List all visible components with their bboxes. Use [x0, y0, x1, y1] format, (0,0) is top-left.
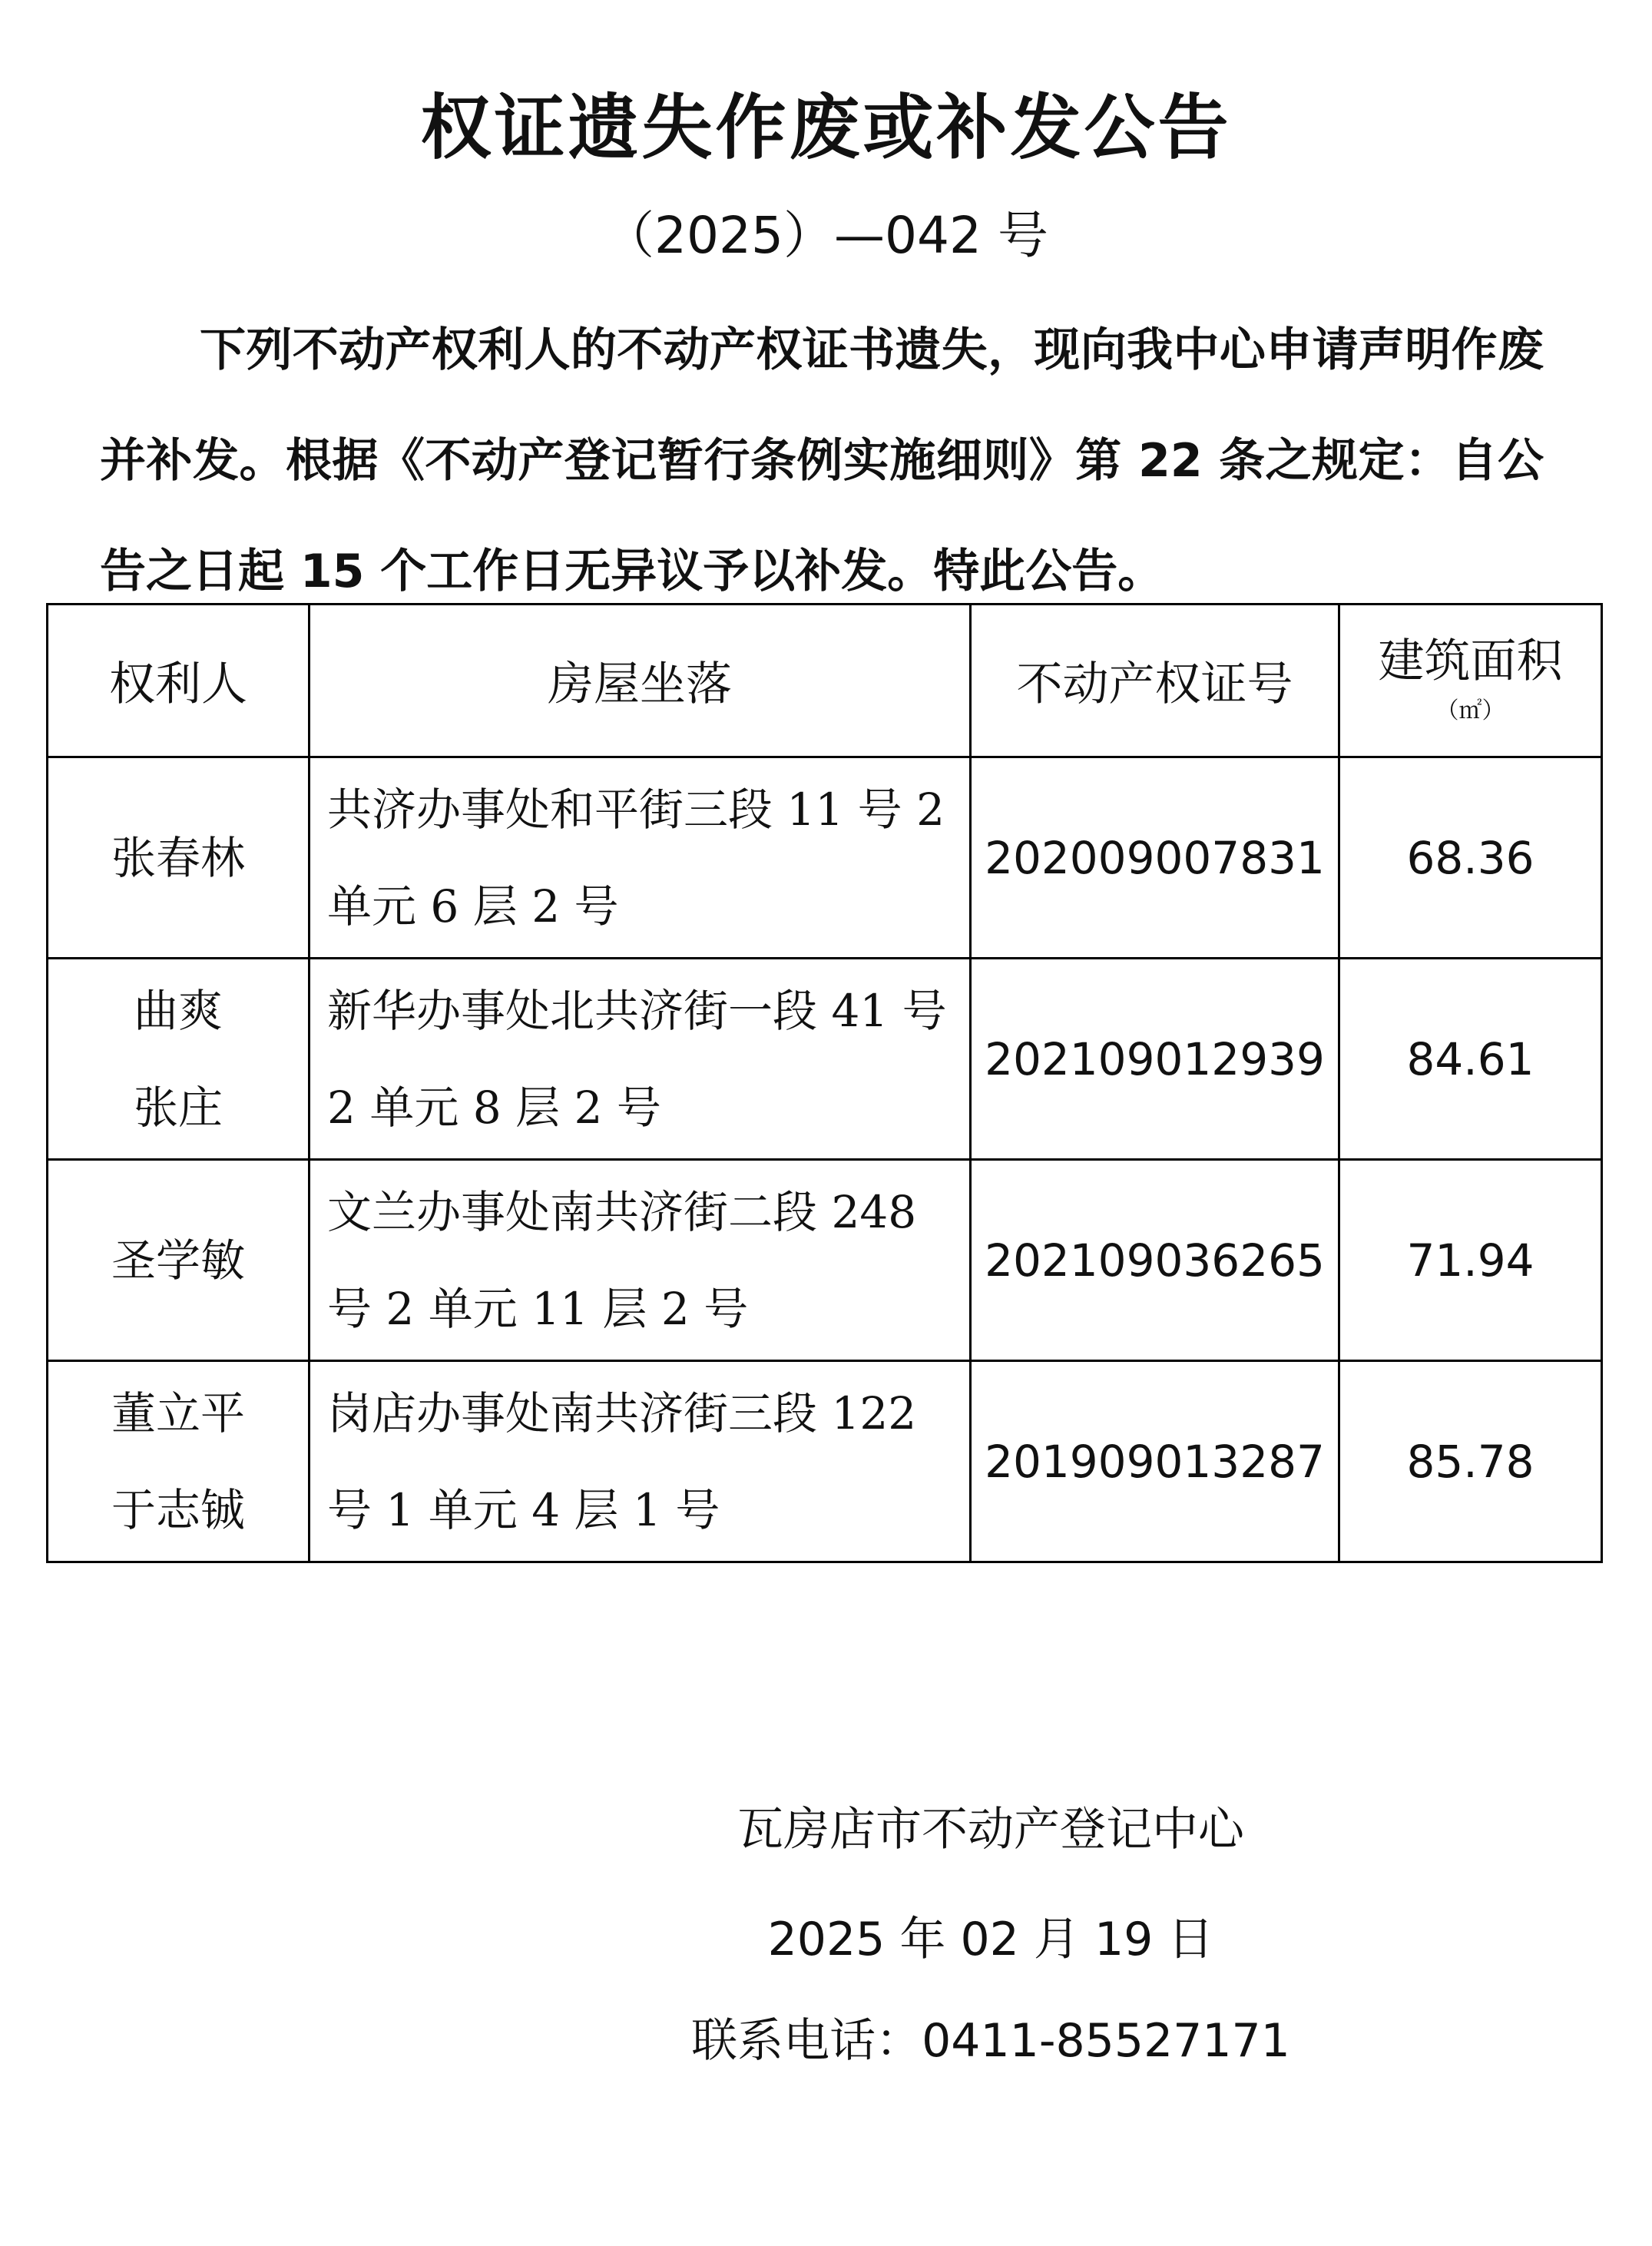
table-row	[48, 1160, 1602, 1361]
header-area-label: 建筑面积	[1378, 634, 1563, 688]
notice-intro: 下列不动产权利人的不动产权证书遗失，现向我中心申请声明作废并补发。根据《不动产登记暂行条例实施细则》第 22 条之规定：自公告之日起 15 个工作日无异议予以补发。特此公告。	[100, 323, 1544, 598]
cert-no-cell: 202109036265	[971, 1160, 1339, 1361]
header-location: 房屋坐落	[310, 605, 971, 757]
table-header-row	[48, 605, 1602, 757]
holder-cell	[48, 1361, 310, 1562]
header-area-unit: （㎡）	[1435, 697, 1505, 724]
table-row	[48, 959, 1602, 1160]
cert-no-cell: 201909013287	[971, 1361, 1339, 1562]
header-holder: 权利人	[48, 605, 310, 757]
area-cell: 84.61	[1339, 959, 1602, 1160]
table-row	[48, 1361, 1602, 1562]
area-cell: 68.36	[1339, 757, 1602, 959]
issuing-organization: 瓦房店市不动产登记中心	[737, 1803, 1244, 1857]
holder-name: 于志铖	[111, 1483, 245, 1536]
records-table	[46, 603, 1603, 1563]
location-cell: 岗店办事处南共济街三段 122 号 1 单元 4 层 1 号	[310, 1361, 971, 1562]
table-row	[48, 757, 1602, 959]
area-cell: 85.78	[1339, 1361, 1602, 1562]
location-cell: 新华办事处北共济街一段 41 号 2 单元 8 层 2 号	[310, 959, 971, 1160]
holder-name: 曲爽	[133, 984, 223, 1037]
notice-title: 权证遗失作废或补发公告	[420, 87, 1232, 169]
holder-cell	[48, 757, 310, 959]
location-cell: 共济办事处和平街三段 11 号 2 单元 6 层 2 号	[310, 757, 971, 959]
notice-number: （2025）—042 号	[604, 206, 1048, 265]
area-cell: 71.94	[1339, 1160, 1602, 1361]
contact-phone: 联系电话：0411-85527171	[691, 2014, 1290, 2068]
cert-no-cell: 202009007831	[971, 757, 1339, 959]
holder-name: 圣学敏	[111, 1234, 245, 1287]
holder-name: 张春林	[111, 831, 245, 884]
header-cert-no: 不动产权证号	[971, 605, 1339, 757]
header-area	[1339, 605, 1602, 757]
holder-cell	[48, 959, 310, 1160]
cert-no-cell: 202109012939	[971, 959, 1339, 1160]
location-cell: 文兰办事处南共济街二段 248 号 2 单元 11 层 2 号	[310, 1160, 971, 1361]
holder-name: 董立平	[111, 1386, 245, 1439]
holder-name: 张庄	[133, 1081, 223, 1134]
holder-cell	[48, 1160, 310, 1361]
notice-date: 2025 年 02 月 19 日	[767, 1913, 1214, 1966]
